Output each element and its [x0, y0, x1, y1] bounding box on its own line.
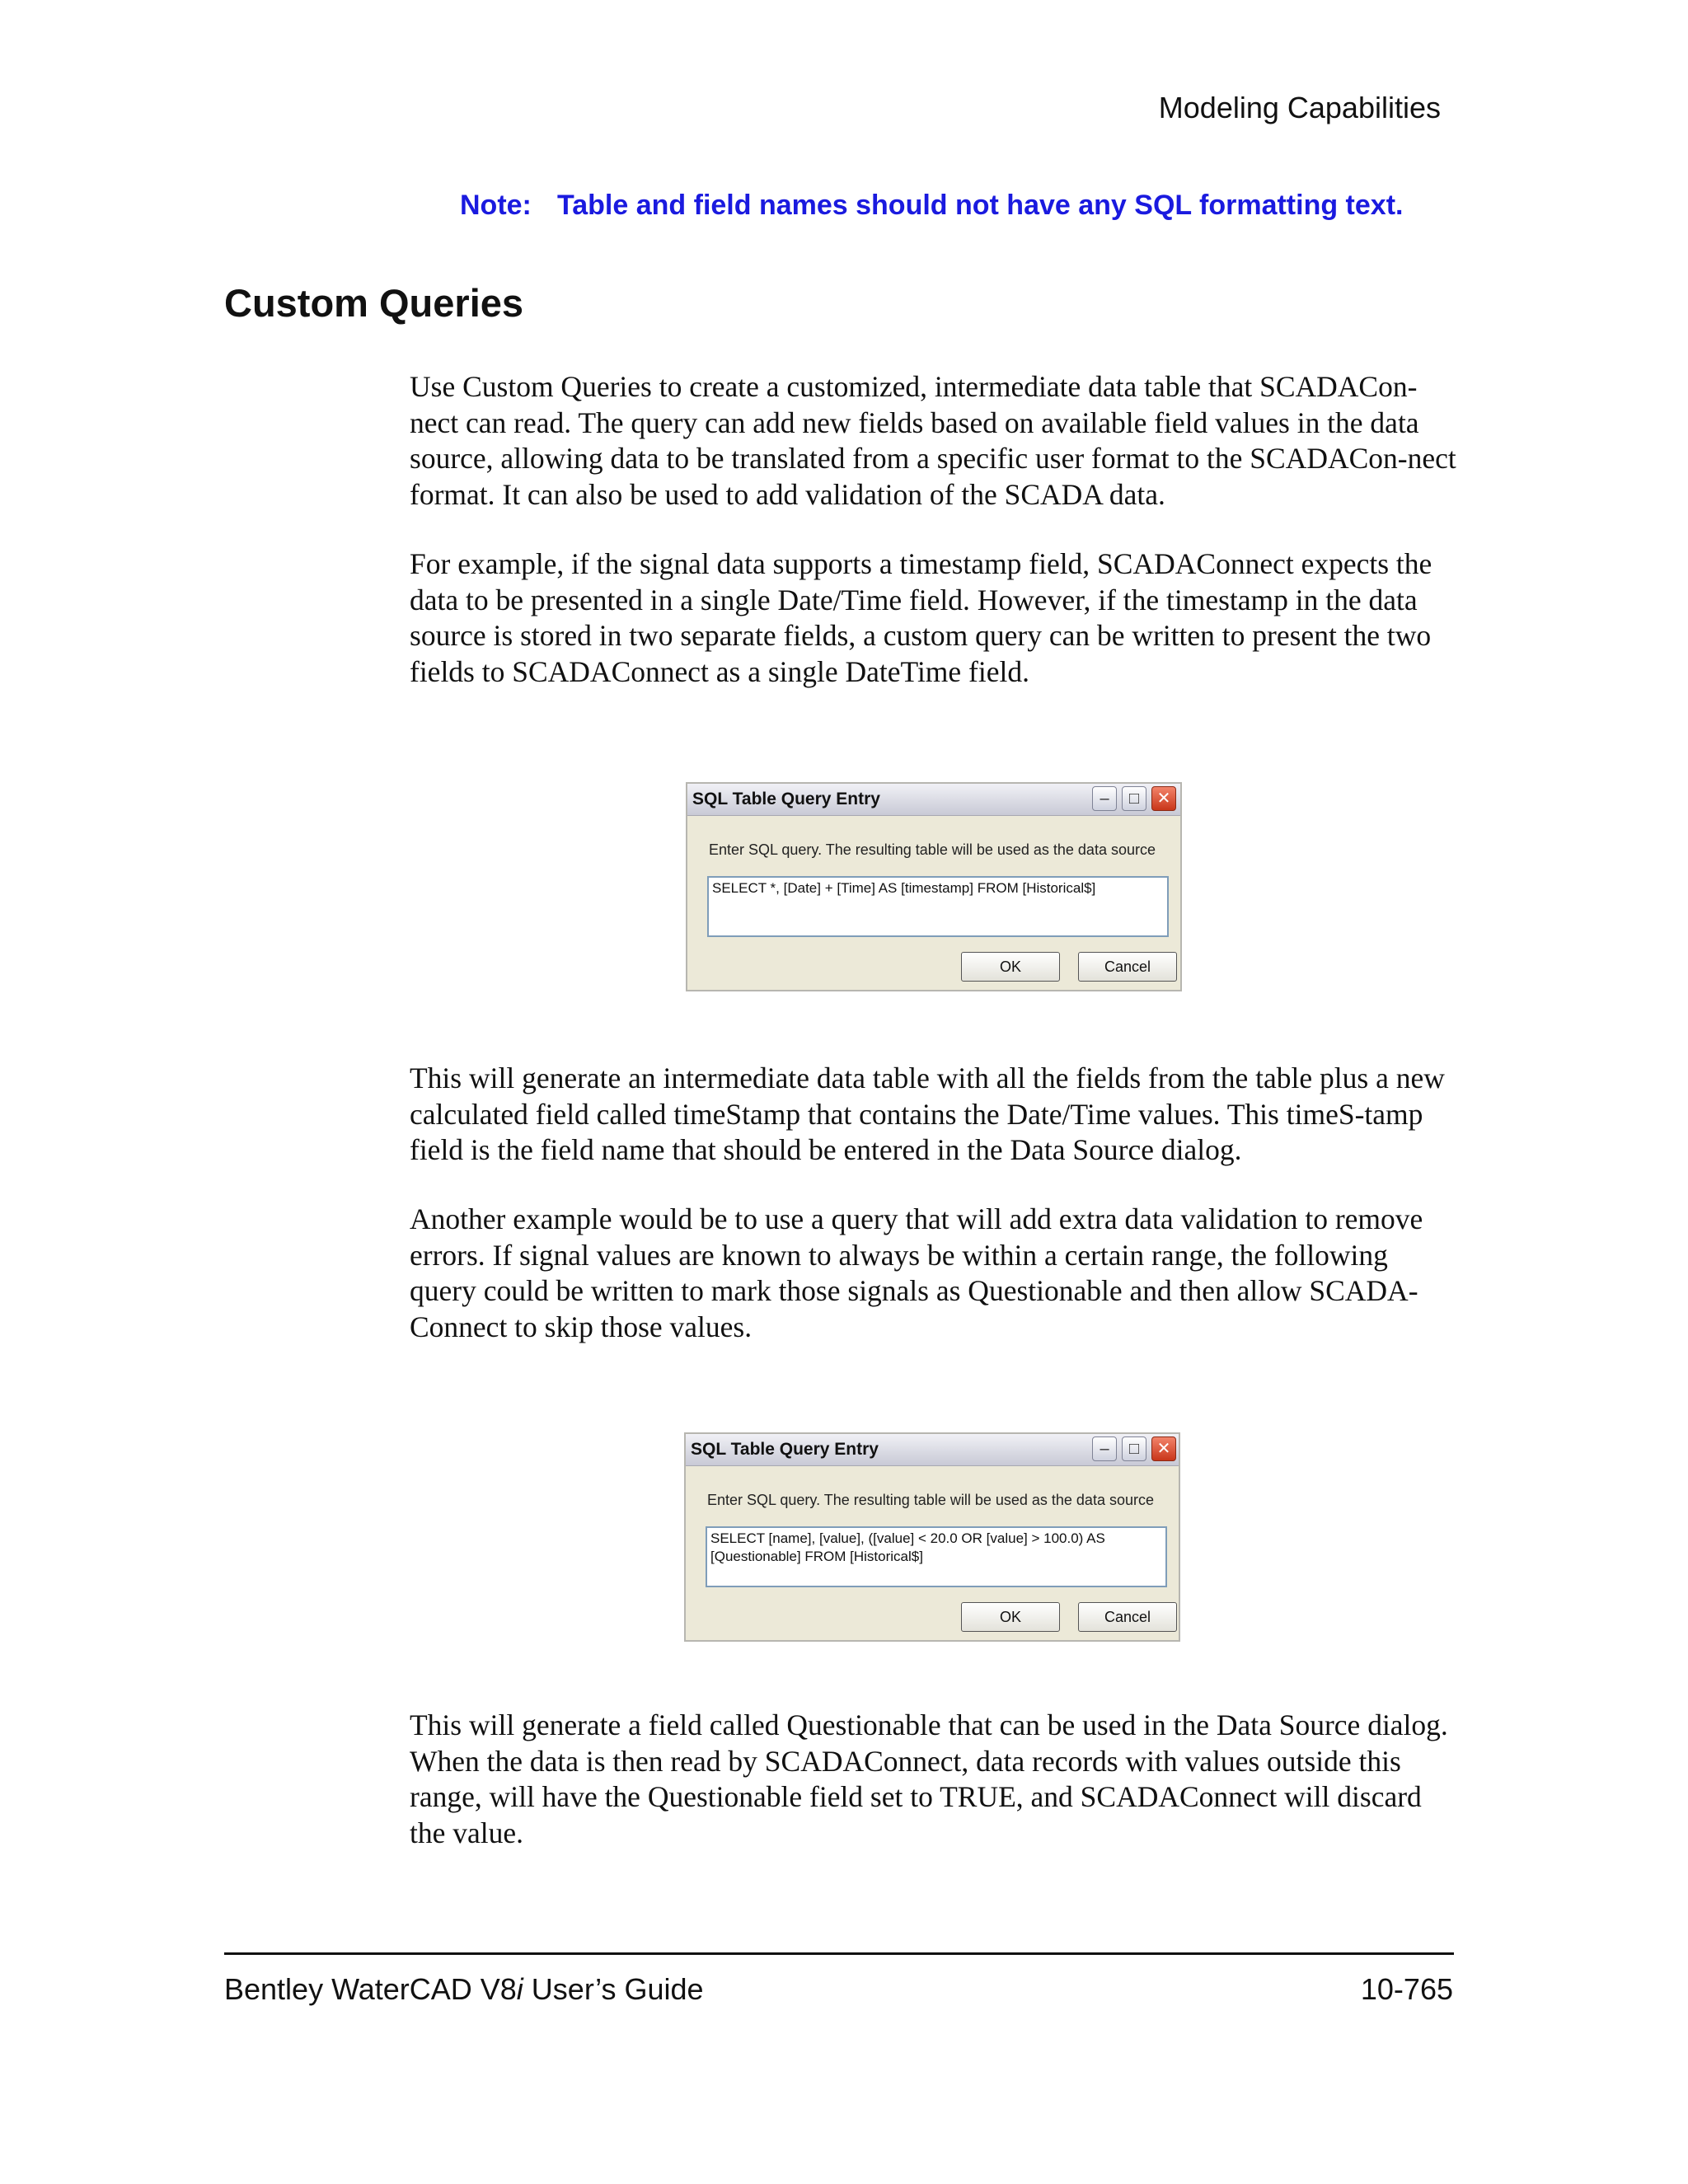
footer-title-italic: i	[516, 1972, 523, 2006]
dialog-titlebar	[686, 1434, 1179, 1466]
cancel-button[interactable]: Cancel	[1078, 952, 1177, 982]
paragraph-questionable-result: This will generate a field called Questionable that can be used in the Data Source dialog. When the data is then read by SCADAConnect, data records with values outside this range, will have the Questionable field set to TRUE, and SCADAConnect will discard the value.	[410, 1708, 1448, 1849]
sql-query-input[interactable]: SELECT [name], [value], ([value] < 20.0 OR [value] > 100.0) AS [Questionable] FROM [Historical$]	[706, 1526, 1167, 1587]
dialog-title: SQL Table Query Entry	[691, 1440, 879, 1459]
maximize-icon[interactable]: □	[1122, 786, 1146, 811]
minimize-icon[interactable]: –	[1092, 786, 1117, 811]
footer-title-suffix: User’s Guide	[523, 1972, 704, 2006]
paragraph-timestamp-result: This will generate an intermediate data table with all the fields from the table plus a new calculated field called timeStamp that contains the Date/Time values. This timeS-tamp field is the field name that should be entered in the Data Source dialog.	[410, 1062, 1445, 1166]
dialog-prompt: Enter SQL query. The resulting table will be used as the data source	[707, 1492, 1154, 1508]
close-icon[interactable]: ✕	[1151, 1436, 1176, 1461]
ok-button[interactable]: OK	[961, 952, 1060, 982]
footer-book-title	[224, 1972, 704, 2007]
ok-button[interactable]: OK	[961, 1602, 1060, 1632]
cancel-button[interactable]: Cancel	[1078, 1602, 1177, 1632]
note-label: Note:	[460, 190, 532, 221]
running-header: Modeling Capabilities	[1158, 91, 1441, 124]
footer-rule	[224, 1952, 1454, 1955]
paragraph-intro: Use Custom Queries to create a customized, intermediate data table that SCADACon-nect can read. The query can add new fields based on available field values in the data source, allowing data to be translated from a specific user format to the SCADACon-nect format. It can also be used to add validation of the SCADA data.	[410, 370, 1456, 511]
sql-query-dialog-1	[686, 782, 1182, 991]
minimize-icon[interactable]: –	[1092, 1436, 1117, 1461]
paragraph-example-validation: Another example would be to use a query that will add extra data validation to remove errors. If signal values are known to always be within a certain range, the following query could be written to mark those signals as Questionable and then allow SCADA-Connect to skip those values.	[410, 1202, 1423, 1343]
note	[460, 190, 1403, 222]
dialog-prompt: Enter SQL query. The resulting table will be used as the data source	[709, 841, 1156, 858]
footer-title-prefix: Bentley WaterCAD V8	[224, 1972, 517, 2006]
dialog-titlebar	[687, 784, 1180, 816]
paragraph-example-timestamp: For example, if the signal data supports a timestamp field, SCADAConnect expects the data to be presented in a single Date/Time field. However, if the timestamp in the data source is stored in two separate fields, a custom query can be written to present the two fields to SCADAConnect as a single DateTime field.	[410, 547, 1432, 688]
dialog-title: SQL Table Query Entry	[692, 790, 880, 808]
note-text: Table and field names should not have any SQL formatting text.	[557, 190, 1404, 221]
sql-query-dialog-2	[684, 1432, 1180, 1642]
maximize-icon[interactable]: □	[1122, 1436, 1146, 1461]
footer-page-number: 10-765	[1360, 1972, 1453, 2006]
sql-query-input[interactable]: SELECT *, [Date] + [Time] AS [timestamp] FROM [Historical$]	[707, 876, 1169, 937]
section-title: Custom Queries	[224, 281, 524, 325]
close-icon[interactable]: ✕	[1151, 786, 1176, 811]
